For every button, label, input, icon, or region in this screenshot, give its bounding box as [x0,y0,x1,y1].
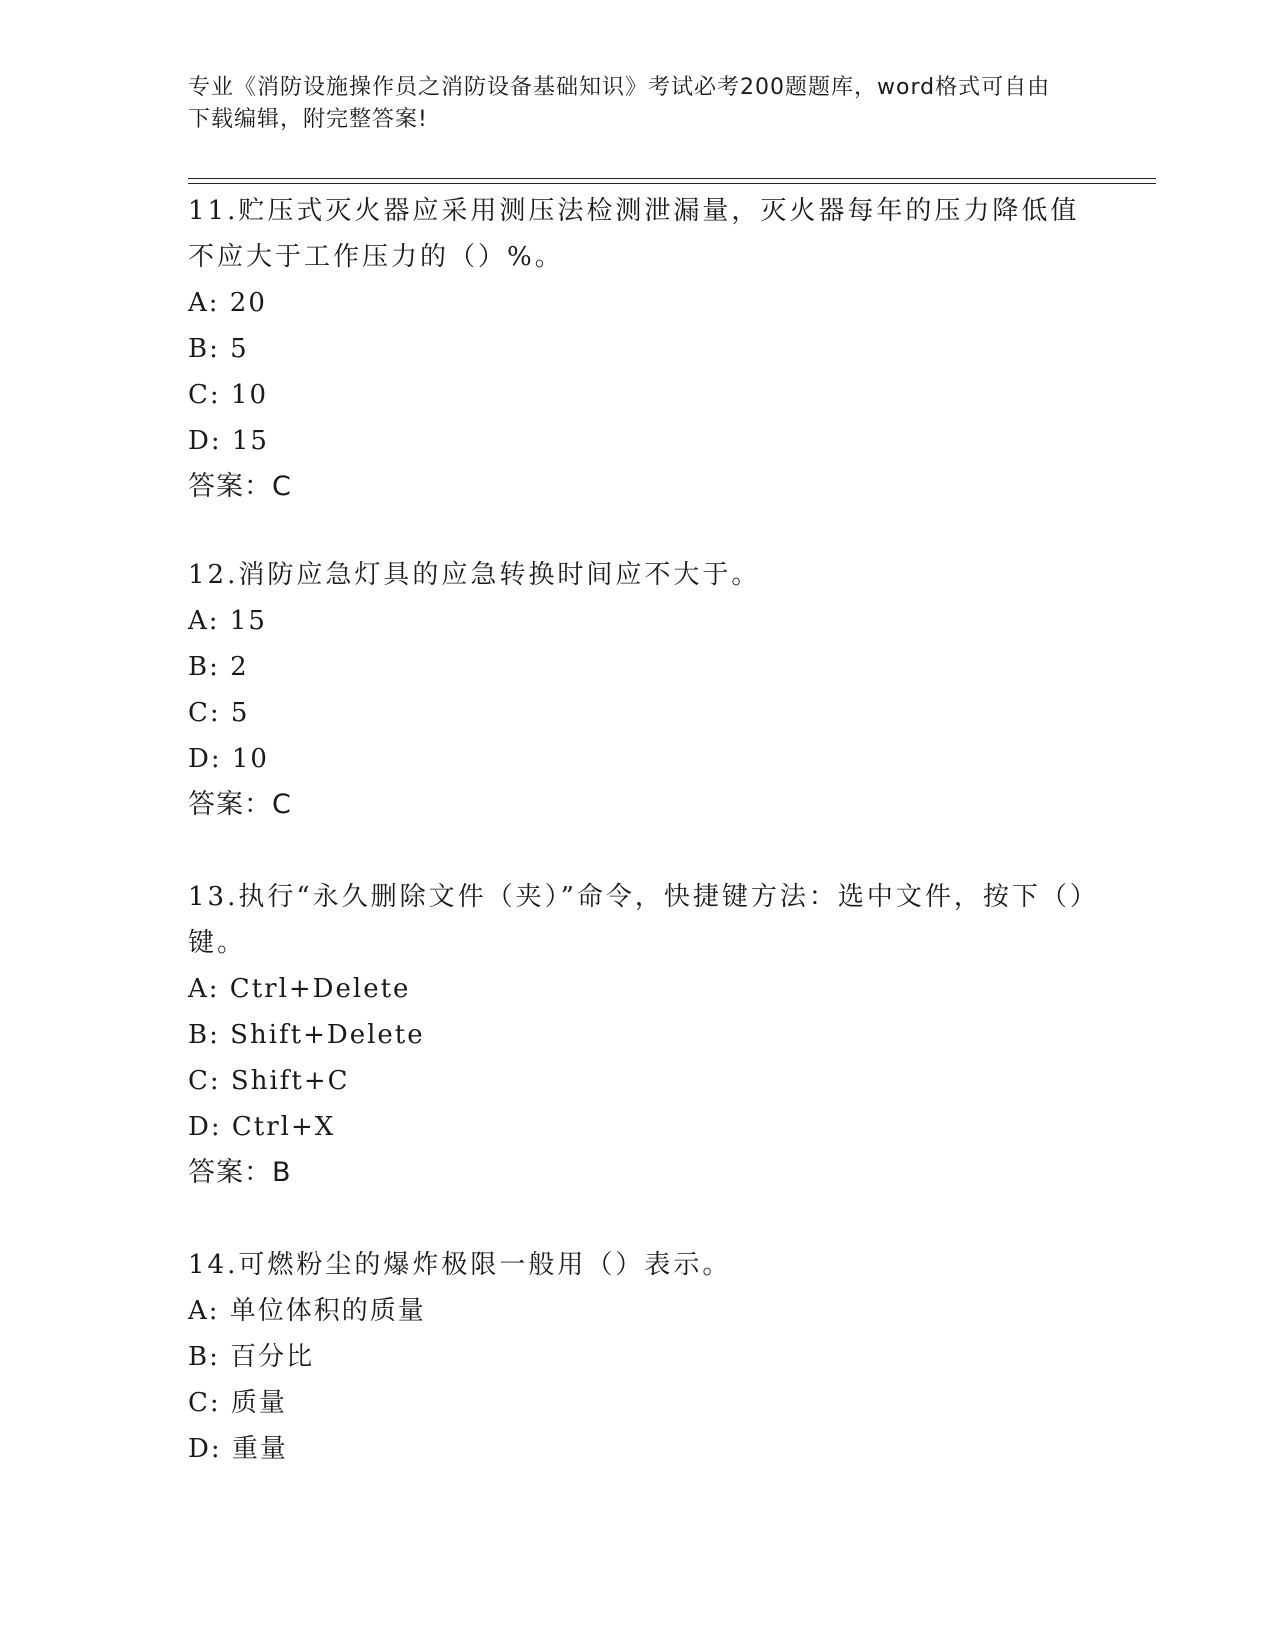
option-c: C: 5 [188,698,250,728]
option-c: C: 质量 [188,1388,287,1418]
question-14 [188,1242,1088,1472]
question-stem: 13.执行“永久删除文件（夹）”命令，快捷键方法：选中文件，按下（）键。 [188,882,1086,958]
header-rule-top [188,178,1156,179]
option-c: C: 10 [188,380,269,410]
answer-label: 答案：C [188,789,292,820]
option-c: C: Shift+C [188,1066,350,1096]
option-b: B: 2 [188,652,249,682]
option-d: D: 重量 [188,1434,288,1464]
option-d: D: Ctrl+X [188,1112,336,1142]
document-header: 专业《消防设施操作员之消防设备基础知识》考试必考200题题库，word格式可自由下载编辑，附完整答案! [188,75,1051,132]
option-b: B: Shift+Delete [188,1020,425,1050]
answer-label: 答案：C [188,471,292,502]
option-b: B: 5 [188,334,249,364]
question-12 [188,552,1088,828]
option-d: D: 15 [188,426,269,456]
option-a: A: 20 [188,288,267,318]
header-rule-bottom [188,183,1156,184]
option-a: A: 单位体积的质量 [188,1296,426,1326]
question-11 [188,188,1088,510]
option-a: A: Ctrl+Delete [188,974,411,1004]
option-d: D: 10 [188,744,269,774]
option-a: A: 15 [188,606,267,636]
question-stem: 12.消防应急灯具的应急转换时间应不大于。 [188,560,761,590]
question-stem: 11.贮压式灭火器应采用测压法检测泄漏量，灭火器每年的压力降低值不应大于工作压力的（）%。 [188,196,1080,272]
question-13 [188,874,1088,1196]
answer-label: 答案：B [188,1157,292,1188]
question-stem: 14.可燃粉尘的爆炸极限一般用（）表示。 [188,1250,732,1280]
option-b: B: 百分比 [188,1342,315,1372]
